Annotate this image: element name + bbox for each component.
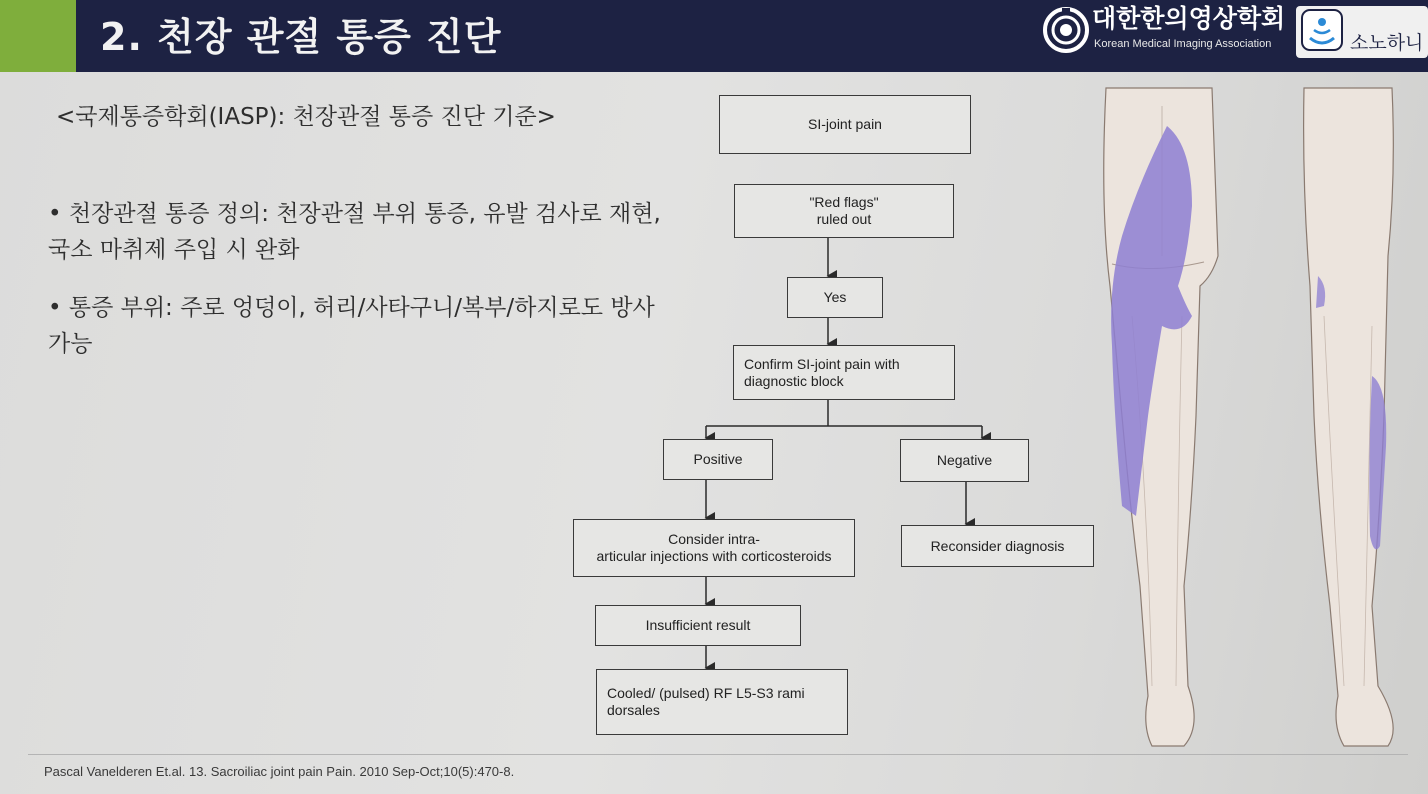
bullet-definition: • 천장관절 통증 정의: 천장관절 부위 통증, 유발 검사로 재현, 국소 마취제 주입 시 완화 [48, 201, 661, 263]
lateral-leg-illustration [1304, 88, 1394, 746]
node-reconsider-diagnosis: Reconsider diagnosis [901, 525, 1094, 567]
org-name-english: Korean Medical Imaging Association [1094, 38, 1272, 50]
footer-divider [28, 754, 1408, 755]
node-si-joint-pain: SI-joint pain [719, 95, 971, 154]
citation: Pascal Vanelderen Et.al. 13. Sacroiliac joint pain Pain. 2010 Sep-Oct;10(5):470-8. [44, 764, 515, 779]
node-negative: Negative [900, 439, 1029, 482]
posterior-leg-illustration [1104, 88, 1218, 746]
node-positive: Positive [663, 439, 773, 480]
criteria-subtitle: <국제통증학회(IASP): 천장관절 통증 진단 기준> [56, 104, 556, 130]
pain-zone-lateral-leg [1369, 376, 1386, 549]
node-consider-injections: Consider intra- articular injections with corticosteroids [573, 519, 855, 577]
node-insufficient-result: Insufficient result [595, 605, 801, 646]
bullet-pain-area: • 통증 부위: 주로 엉덩이, 허리/사타구니/복부/하지로도 방사 가능 [48, 295, 655, 357]
brand-name: 소노하니 [1350, 32, 1424, 54]
org-name-korean: 대한한의영상학회 [1092, 4, 1286, 33]
node-confirm-block: Confirm SI-joint pain with diagnostic block [733, 345, 955, 400]
node-red-flags: "Red flags" ruled out [734, 184, 954, 238]
node-yes: Yes [787, 277, 883, 318]
pain-referral-figure [1092, 86, 1422, 750]
node-cooled-rf: Cooled/ (pulsed) RF L5-S3 rami dorsales [596, 669, 848, 735]
page-title: 2. 천장 관절 통증 진단 [100, 15, 502, 59]
